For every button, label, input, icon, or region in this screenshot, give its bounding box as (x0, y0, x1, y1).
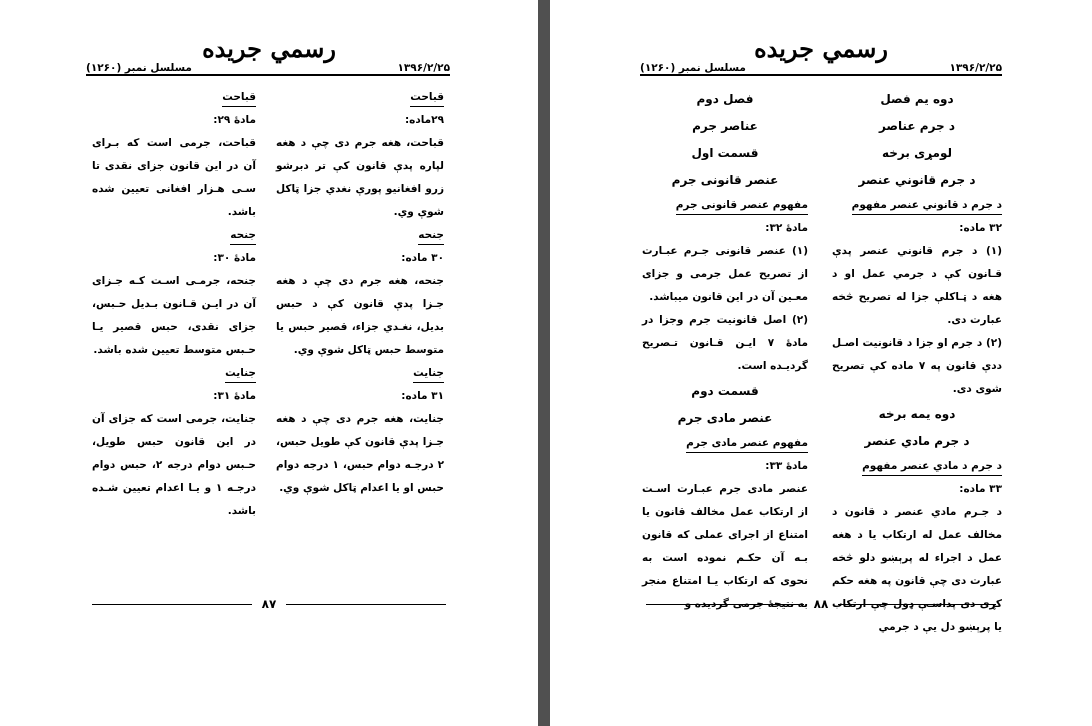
section-heading: جنحه (230, 226, 256, 245)
part-heading: قسمت اول (691, 146, 759, 160)
section-heading: جنايت (225, 364, 256, 383)
dari-column (642, 86, 808, 616)
element-heading: د جرم مادي عنصر (864, 434, 970, 448)
footer-rule (646, 604, 804, 605)
chapter-heading: فصل دوم (696, 92, 754, 106)
part-heading: دوه يمه برخه (878, 407, 956, 421)
article-label: ۳۲ ماده: (959, 222, 1002, 234)
article-text: د جـرم مادي عنصر د قانون د مخالف عمل له ارتکاب يا د هغه عمل د اجراء له پرېښو دلو څخه عبارت دی چې قانون په هغه حکم کړی دی پداسـې ډول چې ارتکاب يا پرېښو دل يې د جرمي (832, 506, 1002, 633)
concept-heading: مفهوم عنصر مادی جرم (686, 434, 808, 453)
issue-date: ۱۳۹۶/۲/۲۵ (949, 62, 1002, 74)
gazette-title: رسمي جريده (202, 34, 336, 63)
section-heading: جنايت (413, 364, 444, 383)
pashto-column (276, 86, 444, 500)
page-header (640, 56, 1002, 76)
page-number: ۸۷ (261, 597, 277, 611)
part-heading: قسمت دوم (691, 384, 759, 398)
left-page (0, 0, 538, 726)
article-text: (۱) د جرم قانوني عنصر پدې قـانون کې د جرمي عمل او د هغه د ټـاکلې جزا له تصريح څخه عبارت دی. (832, 245, 1002, 326)
article-text: جنحه، هغه جرم دی چې د هغه جـزا پدې قانون کې د حبس بديل، نغـدي جزاء، قصير حبس يا متوسط حبس ټاکل شوې وي. (276, 275, 444, 356)
element-heading: عنصر قانونی جرم (671, 173, 779, 187)
element-heading: د جرم قانوني عنصر (858, 173, 976, 187)
article-text: جنايت، هغه جرم دی چې د هغه جـزا پدې قانون کې طويل حبس، ۲ درجـه دوام حبس، ۱ درجه دوام حبس او يا اعدام ټاکل شوې وي. (276, 413, 444, 494)
article-label: مادۀ ۳۰: (213, 252, 256, 264)
article-label: مادۀ ۲۹: (213, 114, 256, 126)
article-label: مادۀ ۳۱: (213, 390, 256, 402)
footer-rule (92, 604, 252, 605)
article-label: ۳۰ ماده: (401, 252, 444, 264)
chapter-subheading: عناصر جرم (692, 119, 758, 133)
right-page (550, 0, 1092, 726)
concept-heading: مفهوم عنصر قانونی جرم (676, 196, 808, 215)
footer-rule (838, 604, 996, 605)
article-text: (۱) عنصر قانونی جـرم عبـارت از تصريح عمل جرمی و جزای معـين آن در اين قانون میباشد. (642, 245, 808, 303)
serial-number: مسلسل نمبر (۱۲۶۰) (86, 62, 192, 74)
article-label: مادۀ ۳۲: (765, 222, 808, 234)
gazette-title: رسمي جريده (754, 34, 888, 63)
article-text: (۲) د جرم او جزا د قانونيت اصـل ددې قانون په ۷ ماده کې تصريح شوی دی. (832, 337, 1002, 395)
part-heading: لومړی برخه (882, 146, 952, 160)
element-heading: عنصر مادی جرم (677, 411, 773, 425)
section-heading: جنحه (418, 226, 444, 245)
chapter-subheading: د جرم عناصر (878, 119, 956, 133)
article-text: عنصر مادی جرم عبـارت اسـت از ارتکاب عمل مخالف قانون يا امتناع از اجرای عملی که قانون بـه آن حکـم نموده است به نحوی که ارتکاب يـا امتناع منجر به نتيجۀ جرمی گرديده و (642, 483, 808, 610)
section-heading: قباحت (222, 88, 256, 107)
pashto-column (832, 86, 1002, 639)
article-label: ۳۳ ماده: (959, 483, 1002, 495)
article-text: جنحه، جرمـی اسـت کـه جـزای آن در ايـن قـانون بـديل حـبس، جزای نقدی، حبس قصير يـا حـبس متوسط تعيين شده باشد. (92, 275, 256, 356)
article-label: ۳۱ ماده: (401, 390, 444, 402)
article-label: ۲۹ماده: (404, 114, 444, 126)
page-header (86, 56, 450, 76)
dari-column (92, 86, 256, 523)
serial-number: مسلسل نمبر (۱۲۶۰) (640, 62, 746, 74)
article-text: جنايت، جرمی است که جزای آن در اين قانون حبس طويل، حـبس دوام درجه ۲، حبس دوام درجـه ۱ و يـا اعدام تعيين شـده باشد. (92, 413, 256, 517)
issue-date: ۱۳۹۶/۲/۲۵ (397, 62, 450, 74)
page-footer (92, 594, 446, 614)
footer-rule (286, 604, 446, 605)
article-text: قباحت، جرمی است که بـرای آن در اين قانون جزای نقدی تا سـی هـزار افغانی تعيين شده باشد. (92, 137, 256, 218)
page-footer (646, 594, 996, 614)
article-text: (۲) اصل قانونيت جرم وجزا در مادۀ ۷ ايـن قـانون تـصريح گرديـده است. (642, 314, 808, 372)
section-heading: قباحت (410, 88, 444, 107)
article-label: مادۀ ۳۳: (765, 460, 808, 472)
article-text: قباحت، هغه جرم دی چې د هغه لپاره پدې قانون کې تر دبرشو زرو افغانيو پورې نغدي جزا ټاکل شوې وي. (276, 137, 444, 218)
concept-heading: د جرم د قانوني عنصر مفهوم (852, 196, 1002, 215)
spine-divider (538, 0, 550, 726)
concept-heading: د جرم د مادي عنصر مفهوم (862, 457, 1002, 476)
chapter-heading: دوه يم فصل (880, 92, 954, 106)
page-number: ۸۸ (813, 597, 829, 611)
